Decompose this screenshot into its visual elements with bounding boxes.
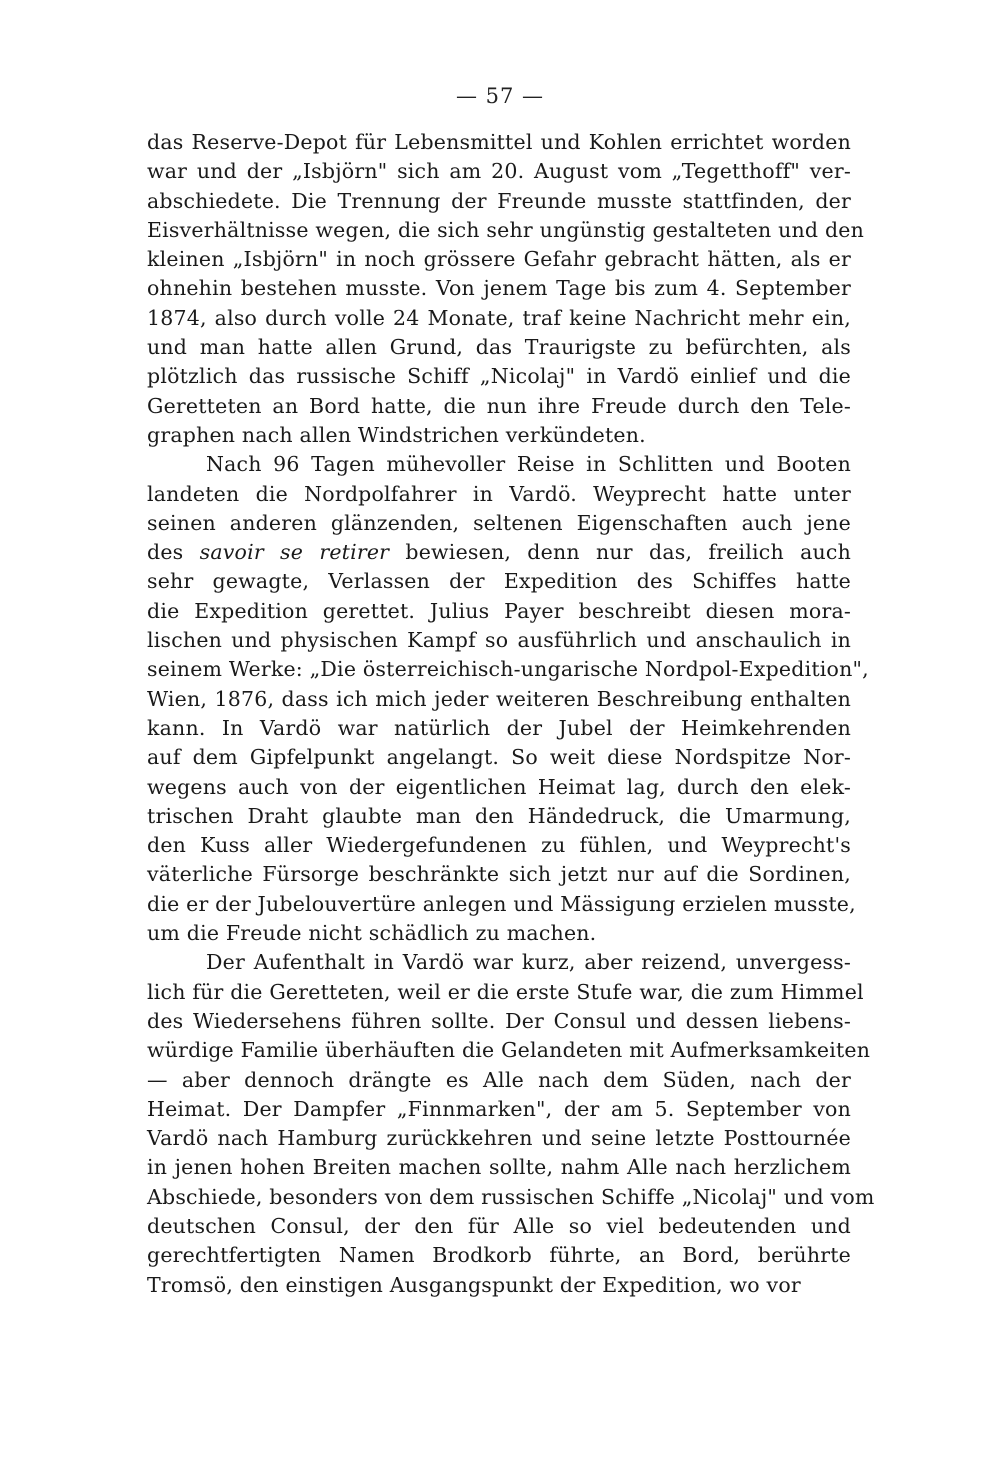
paragraph (147, 128, 865, 450)
text-line: Tromsö, den einstigen Ausgangspunkt der Expedition, wo vor (147, 1272, 801, 1297)
text-line: väterliche Fürsorge beschränkte sich jetzt nur auf die Sordinen, (147, 862, 851, 887)
page-number: — 57 — (455, 84, 545, 108)
text-line: die Expedition gerettet. Julius Payer beschreibt diesen mora- (147, 598, 851, 623)
text-line: trischen Draht glaubte man den Händedruck, die Umarmung, (147, 803, 851, 828)
text-line: kleinen „Isbjörn" in noch grössere Gefahr gebracht hätten, als er (147, 247, 851, 272)
text-line: des savoir se retirer bewiesen, denn nur das, freilich auch (147, 540, 851, 565)
text-line: gerechtfertigten Namen Brodkorb führte, an Bord, berührte (147, 1243, 851, 1268)
text-line: seinem Werke: „Die österreichisch-ungarische Nordpol-Expedition", (147, 657, 869, 682)
text-line: graphen nach allen Windstrichen verkündeten. (147, 422, 646, 447)
text-line: den Kuss aller Wiedergefundenen zu fühlen, und Weyprecht's (147, 833, 851, 858)
text-line: sehr gewagte, Verlassen der Expedition des Schiffes hatte (147, 569, 851, 594)
text-line: lischen und physischen Kampf so ausführlich und anschaulich in (147, 628, 851, 653)
text-line: wegens auch von der eigentlichen Heimat lag, durch den elek- (147, 774, 851, 799)
text-line: die er der Jubelouvertüre anlegen und Mässigung erzielen musste, (147, 891, 856, 916)
text-line: auf dem Gipfelpunkt angelangt. So weit diese Nordspitze Nor- (147, 745, 851, 770)
text-line: Wien, 1876, dass ich mich jeder weiteren Beschreibung enthalten (147, 686, 851, 711)
text-line: Abschiede, besonders von dem russischen Schiffe „Nicolaj" und vom (147, 1184, 875, 1209)
text-line: lich für die Geretteten, weil er die erste Stufe war, die zum Himmel (147, 979, 864, 1004)
text-line: und man hatte allen Grund, das Traurigste zu befürchten, als (147, 335, 851, 360)
body-text (147, 128, 875, 1300)
text-line: Eisverhältnisse wegen, die sich sehr ungünstig gestalteten und den (147, 217, 865, 242)
text-line: seinen anderen glänzenden, seltenen Eigenschaften auch jene (147, 510, 851, 535)
paragraph (147, 948, 875, 1300)
text-line: — aber dennoch drängte es Alle nach dem Süden, nach der (147, 1067, 851, 1092)
text-line: Vardö nach Hamburg zurückkehren und seine letzte Posttournée (147, 1126, 851, 1151)
text-line: landeten die Nordpolfahrer in Vardö. Weyprecht hatte unter (147, 481, 851, 506)
text-line: abschiedete. Die Trennung der Freunde musste stattfinden, der (147, 188, 851, 213)
italic-phrase: savoir se retirer (199, 540, 390, 565)
text-line: Geretteten an Bord hatte, die nun ihre Freude durch den Tele- (147, 393, 851, 418)
text-line: Heimat. Der Dampfer „Finnmarken", der am 5. September von (147, 1096, 851, 1121)
text-line: das Reserve-Depot für Lebensmittel und Kohlen errichtet worden (147, 130, 851, 154)
text-line: deutschen Consul, der den für Alle so viel bedeutenden und (147, 1213, 851, 1238)
text-line: in jenen hohen Breiten machen sollte, nahm Alle nach herzlichem (147, 1155, 851, 1180)
text-line: kann. In Vardö war natürlich der Jubel der Heimkehrenden (147, 715, 851, 740)
text-line: Nach 96 Tagen mühevoller Reise in Schlitten und Booten (206, 452, 851, 477)
text-line: war und der „Isbjörn" sich am 20. August vom „Tegetthoff" ver- (147, 159, 851, 184)
text-line: ohnehin bestehen musste. Von jenem Tage bis zum 4. September (147, 276, 851, 301)
text-line: des Wiedersehens führen sollte. Der Consul und dessen liebens- (147, 1008, 851, 1033)
text-line: plötzlich das russische Schiff „Nicolaj" in Vardö einlief und die (147, 364, 851, 389)
text-line: um die Freude nicht schädlich zu machen. (147, 921, 597, 946)
paragraph (147, 450, 869, 948)
text-line: Der Aufenthalt in Vardö war kurz, aber reizend, unvergess- (206, 950, 851, 975)
text-line: würdige Familie überhäuften die Gelandeten mit Aufmerksamkeiten (147, 1038, 871, 1063)
text-line: 1874, also durch volle 24 Monate, traf keine Nachricht mehr ein, (147, 305, 851, 330)
